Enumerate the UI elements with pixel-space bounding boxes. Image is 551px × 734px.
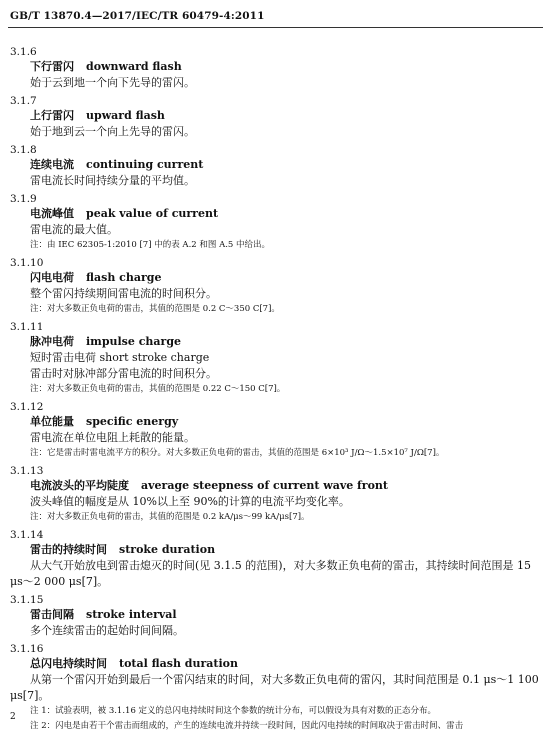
term-heading <box>10 542 541 558</box>
term-en: total flash duration <box>119 657 238 670</box>
page-number: 2 <box>10 712 16 722</box>
term-cn: 电流峰值 <box>30 207 74 220</box>
term-cn: 电流波头的平均陡度 <box>30 479 129 492</box>
clause-number: 3.1.14 <box>10 529 44 541</box>
term-note: 注：对大多数正负电荷的雷击，其值的范围是 0.2 kA/μs～99 kA/μs[7]。 <box>30 512 310 522</box>
term-cn: 闪电电荷 <box>30 271 74 284</box>
header-divider <box>8 27 543 28</box>
term-note: 注：它是雷击时雷电流平方的积分。对大多数正负电荷的雷击，其值的范围是 6×10³ J/Ω～1.5×10⁷ J/Ω[7]。 <box>30 448 445 458</box>
term-note: 注：对大多数正负电荷的雷击，其值的范围是 0.22 C～150 C[7]。 <box>30 384 286 394</box>
term-note: 注 1：试验表明，被 3.1.16 定义的总闪电持续时间这个参数的统计分布，可以假设为具有对数的正态分布。 <box>30 706 437 716</box>
term-heading <box>10 157 541 173</box>
term-heading <box>10 108 541 124</box>
term-en: average steepness of current wave front <box>141 479 388 492</box>
term-definition: 雷电流长时间持续分量的平均值。 <box>30 174 195 187</box>
term-definition: 雷电流的最大值。 <box>30 223 118 236</box>
term-heading <box>10 414 541 430</box>
term-en: peak value of current <box>86 207 219 220</box>
clause-number: 3.1.7 <box>10 95 37 107</box>
clause-number: 3.1.12 <box>10 401 44 413</box>
terms-content <box>10 42 541 734</box>
term-en: continuing current <box>86 158 204 171</box>
term-en: impulse charge <box>86 335 182 348</box>
term-en: downward flash <box>86 60 182 73</box>
term-cn: 上行雷闪 <box>30 109 74 122</box>
term-en: upward flash <box>86 109 165 122</box>
term-en: specific energy <box>86 415 179 428</box>
term-definition: 始于云到地一个向下先导的雷闪。 <box>30 76 195 89</box>
clause-number: 3.1.16 <box>10 643 44 655</box>
term-definition: 始于地到云一个向上先导的雷闪。 <box>30 125 195 138</box>
term-en: stroke duration <box>119 543 216 556</box>
term-definition: 从第一个雷闪开始到最后一个雷闪结束的时间，对大多数正负电荷的雷闪，其时间范围是 0.1 μs～1 100 μs[7]。 <box>10 673 539 702</box>
term-heading <box>10 478 541 494</box>
term-cn: 下行雷闪 <box>30 60 74 73</box>
term-definition: 雷击时对脉冲部分雷电流的时间积分。 <box>30 367 217 380</box>
term-definition: 波头峰值的幅度是从 10%以上至 90%的计算的电流平均变化率。 <box>30 495 350 508</box>
term-definition: 整个雷闪持续期间雷电流的时间积分。 <box>30 287 217 300</box>
clause-number: 3.1.11 <box>10 321 44 333</box>
term-heading <box>10 656 541 672</box>
term-en: flash charge <box>86 271 162 284</box>
term-cn: 单位能量 <box>30 415 74 428</box>
term-cn: 雷击间隔 <box>30 608 74 621</box>
term-en: stroke interval <box>86 608 177 621</box>
term-heading <box>10 206 541 222</box>
term-synonym: 短时雷击电荷 short stroke charge <box>30 351 210 364</box>
term-cn: 总闪电持续时间 <box>30 657 107 670</box>
term-definition: 从大气开始放电到雷击熄灭的时间(见 3.1.5 的范围)，对大多数正负电荷的雷击，其持续时间范围是 15 μs～2 000 μs[7]。 <box>10 559 532 588</box>
term-cn: 雷击的持续时间 <box>30 543 107 556</box>
clause-number: 3.1.9 <box>10 193 37 205</box>
clause-number: 3.1.10 <box>10 257 44 269</box>
term-definition: 多个连续雷击的起始时间间隔。 <box>30 624 184 637</box>
term-note: 注 2：闪电是由若干个雷击而组成的，产生的连续电流并持续一段时间，因此闪电持续的时间取决于雷击时间、雷击 <box>30 721 464 731</box>
term-note: 注：由 IEC 62305-1:2010 [7] 中的表 A.2 和图 A.5 中给出。 <box>30 240 271 250</box>
clause-number: 3.1.8 <box>10 144 37 156</box>
term-cn: 连续电流 <box>30 158 74 171</box>
clause-number: 3.1.6 <box>10 46 37 58</box>
term-heading <box>10 59 541 75</box>
term-note: 注：对大多数正负电荷的雷击，其值的范围是 0.2 C～350 C[7]。 <box>30 304 280 314</box>
term-heading <box>10 334 541 350</box>
clause-number: 3.1.15 <box>10 594 44 606</box>
term-heading <box>10 607 541 623</box>
term-heading <box>10 270 541 286</box>
clause-number: 3.1.13 <box>10 465 44 477</box>
term-cn: 脉冲电荷 <box>30 335 74 348</box>
term-definition: 雷电流在单位电阻上耗散的能量。 <box>30 431 195 444</box>
standard-code-header: GB/T 13870.4—2017/IEC/TR 60479-4:2011 <box>10 10 265 22</box>
